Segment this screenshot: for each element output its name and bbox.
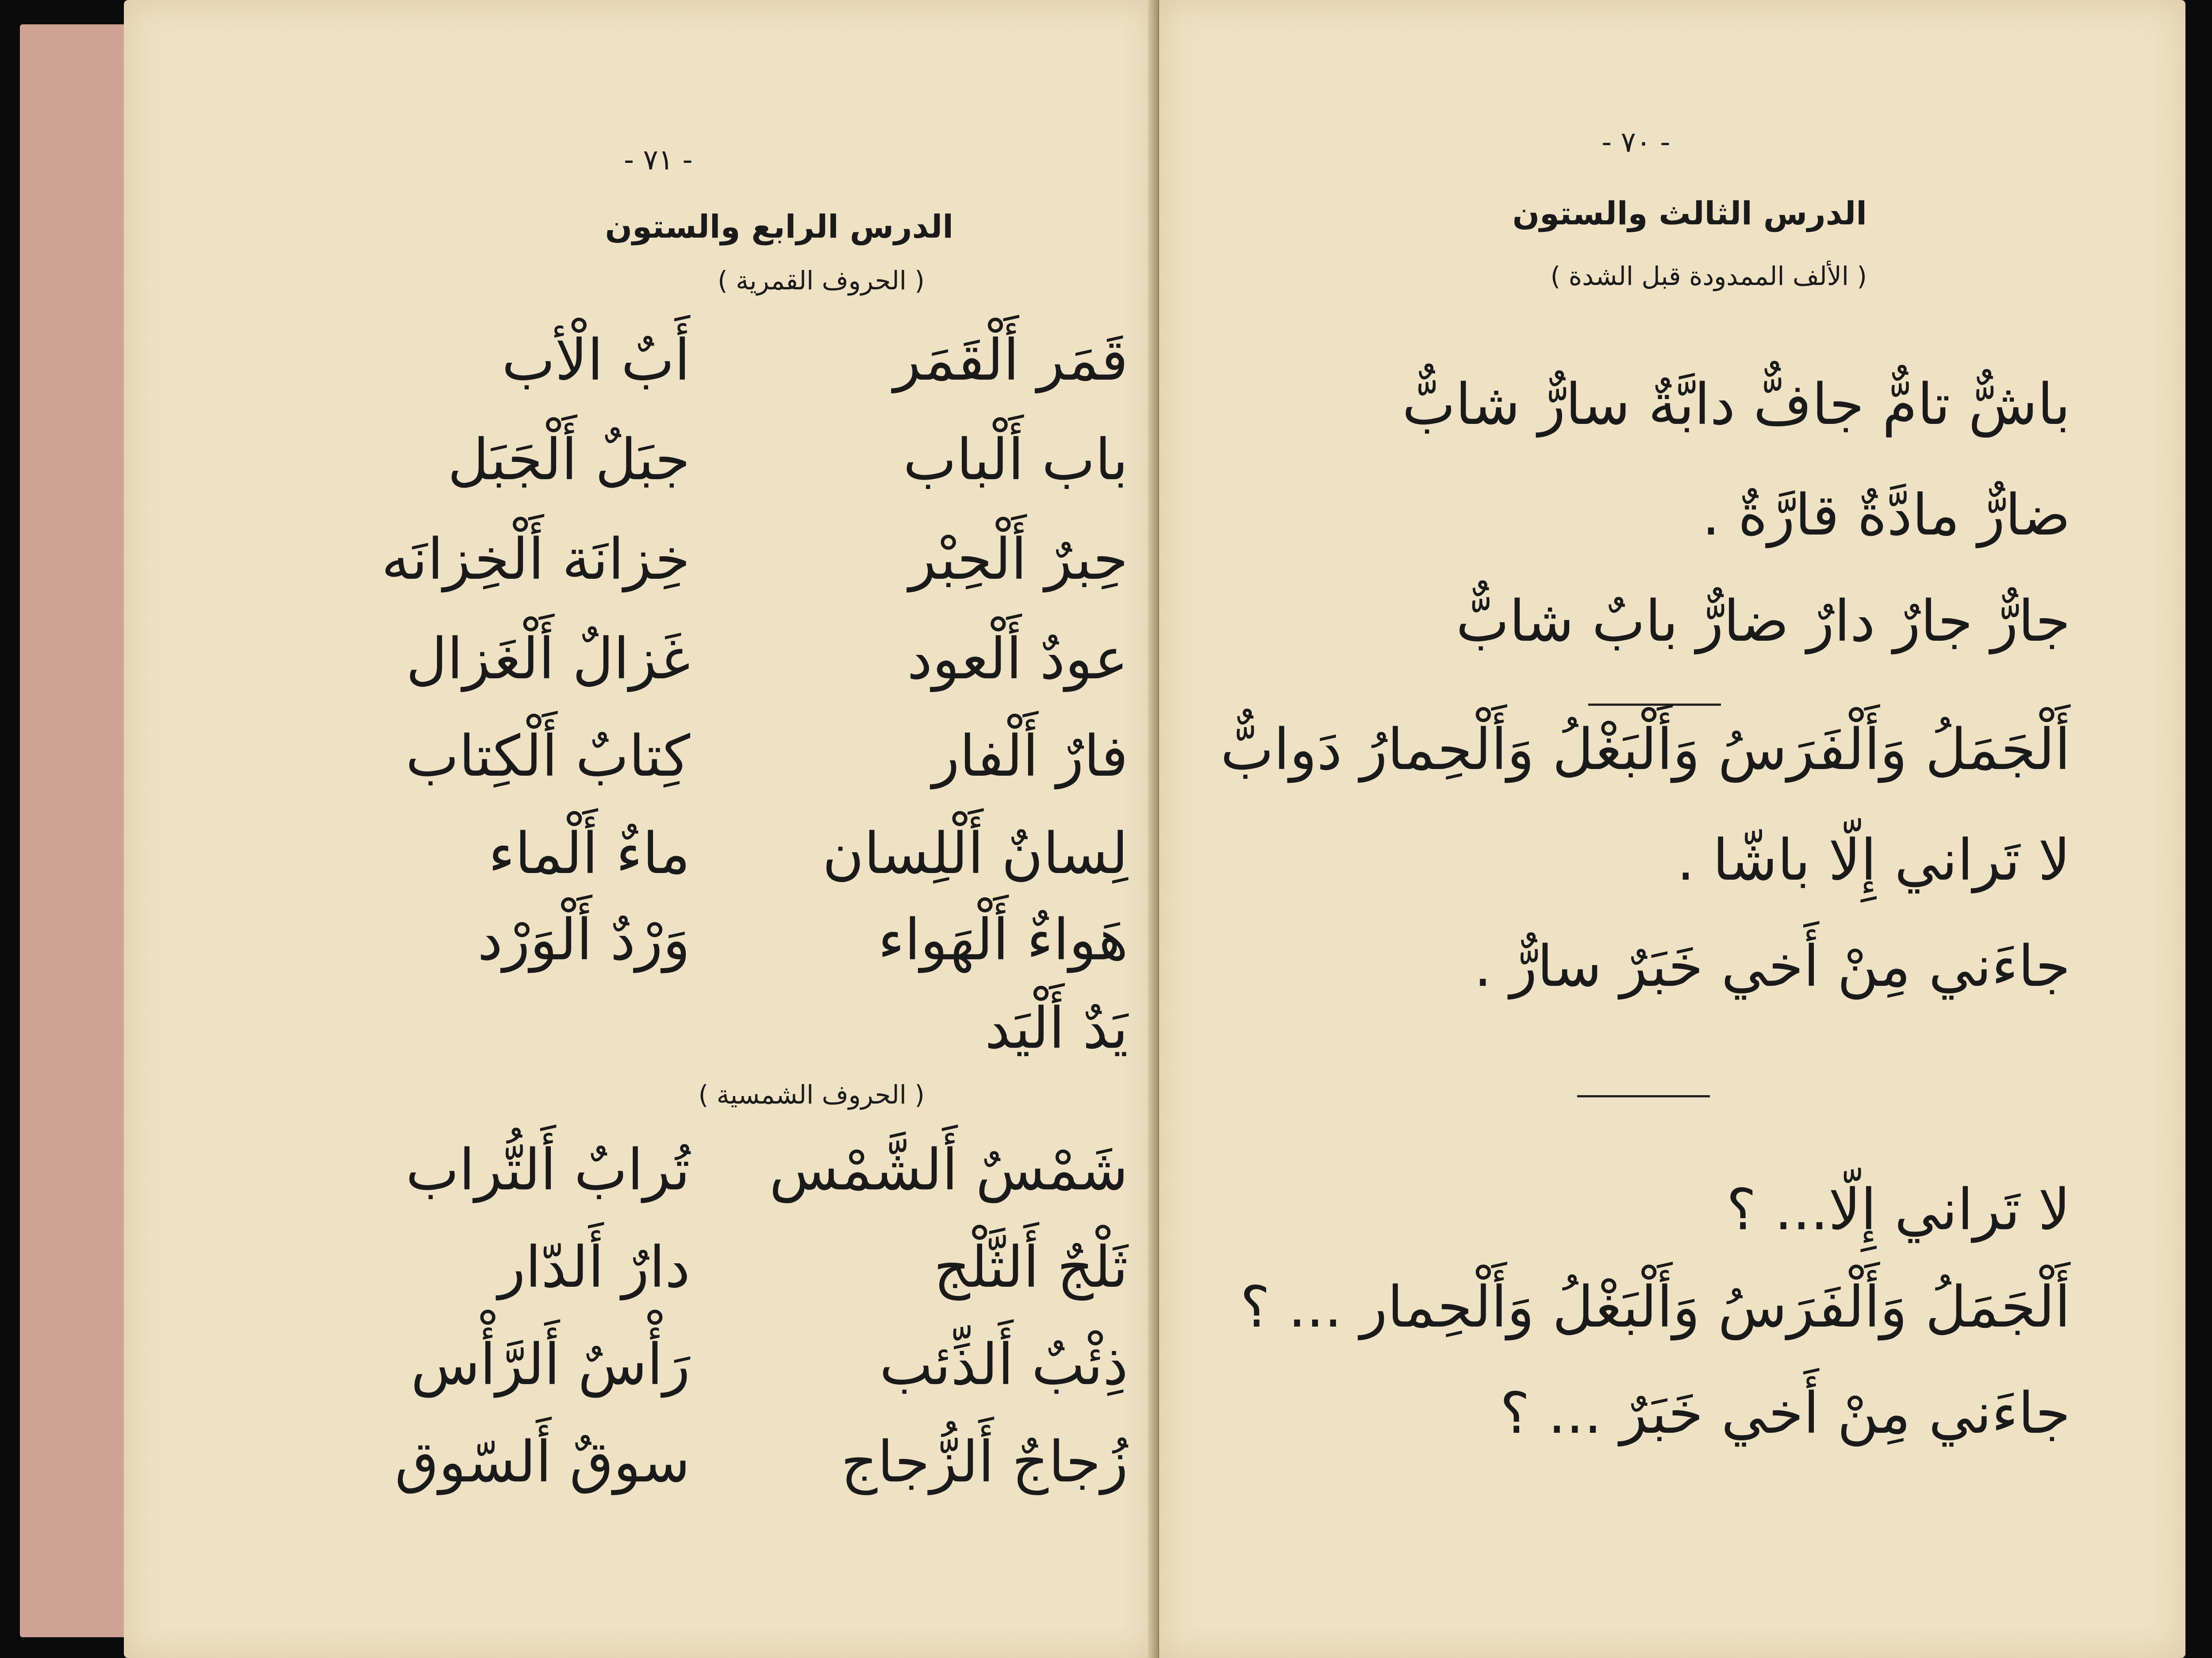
word-pair: شَمْسٌ أَلشَّمْس xyxy=(769,1137,1128,1203)
page-number: - ٧٠ - xyxy=(1601,126,1671,159)
text-line: أَلْجَمَلُ وَأَلْفَرَسُ وَأَلْبَغْلُ وَأَلْحِمارُ دَوابٌّ xyxy=(1220,717,2070,783)
word-pair: رَأْسٌ أَلرَّأْس xyxy=(411,1332,690,1398)
lesson-subtitle: ( الألف الممدودة قبل الشدة ) xyxy=(1550,261,1867,291)
word-pair: هَواءٌ أَلْهَواء xyxy=(878,907,1128,973)
word-pair: عودٌ أَلْعود xyxy=(907,626,1128,692)
word-pair: أَبٌ الْأب xyxy=(502,327,690,393)
question-line: جاءَني مِنْ أَخي خَبَرٌ ... ؟ xyxy=(1500,1381,2070,1446)
word-pair: حِبرٌ أَلْحِبْر xyxy=(909,527,1128,592)
word-pair: جبَلٌ أَلْجَبَل xyxy=(447,427,690,493)
divider xyxy=(1577,1095,1710,1097)
right-page xyxy=(1159,0,2185,1658)
lesson-title: الدرس الرابع والستون xyxy=(605,208,953,245)
word-pair: لِسانٌ أَلْلِسان xyxy=(822,821,1128,887)
word-pair: كِتابٌ أَلْكِتاب xyxy=(405,723,690,789)
text-line: باشٌّ تامٌّ جافٌّ دابَّةٌ سارٌّ شابٌّ xyxy=(1402,372,2070,438)
text-line: جارٌّ جارٌ دارٌ ضارٌّ بابٌ شابٌّ xyxy=(1455,589,2070,654)
left-page xyxy=(124,0,1155,1658)
text-line: لا تَراني إِلّا باشّا . xyxy=(1677,827,2070,893)
lesson-title: الدرس الثالث والستون xyxy=(1512,195,1867,232)
divider xyxy=(1588,704,1721,706)
page-number: - ٧١ - xyxy=(624,144,693,177)
word-pair: غَزالٌ أَلْغَزال xyxy=(406,626,690,692)
word-pair: ذِئْبٌ أَلذِّئب xyxy=(879,1332,1128,1398)
word-pair: ثَلْجٌ أَلثَّلْج xyxy=(933,1235,1128,1300)
word-pair: وَرْدٌ أَلْوَرْد xyxy=(477,907,690,973)
word-pair: باب أَلْباب xyxy=(903,427,1128,493)
word-pair: دارٌ أَلدّار xyxy=(498,1235,690,1300)
text-line: ضارٌّ مادَّةٌ قارَّةٌ . xyxy=(1702,482,2070,548)
word-pair: زُجاجٌ أَلزُّجاج xyxy=(841,1429,1128,1495)
word-pair: فارٌ أَلْفار xyxy=(932,723,1128,789)
text-line: جاءَني مِنْ أَخي خَبَرٌ سارٌّ . xyxy=(1474,934,2070,1000)
section-heading-lunar: ( الحروف القمرية ) xyxy=(718,265,925,296)
word-pair: يَدٌ أَلْيَد xyxy=(985,996,1128,1062)
book-cover-edge xyxy=(20,24,135,1637)
word-pair: خِزانَة أَلْخِزانَه xyxy=(381,527,690,592)
section-heading-solar: ( الحروف الشمسية ) xyxy=(698,1080,925,1110)
question-line: أَلْجَمَلُ وَأَلْفَرَسُ وَأَلْبَغْلُ وَأَلْحِمار ... ؟ xyxy=(1240,1274,2070,1340)
word-pair: قَمَر أَلْقَمَر xyxy=(893,327,1128,393)
word-pair: تُرابٌ أَلتُّراب xyxy=(406,1137,690,1203)
question-line: لا تَراني إِلّا... ؟ xyxy=(1726,1177,2070,1243)
word-pair: سوقٌ أَلسّوق xyxy=(395,1429,690,1495)
word-pair: ماءٌ أَلْماء xyxy=(488,821,690,887)
